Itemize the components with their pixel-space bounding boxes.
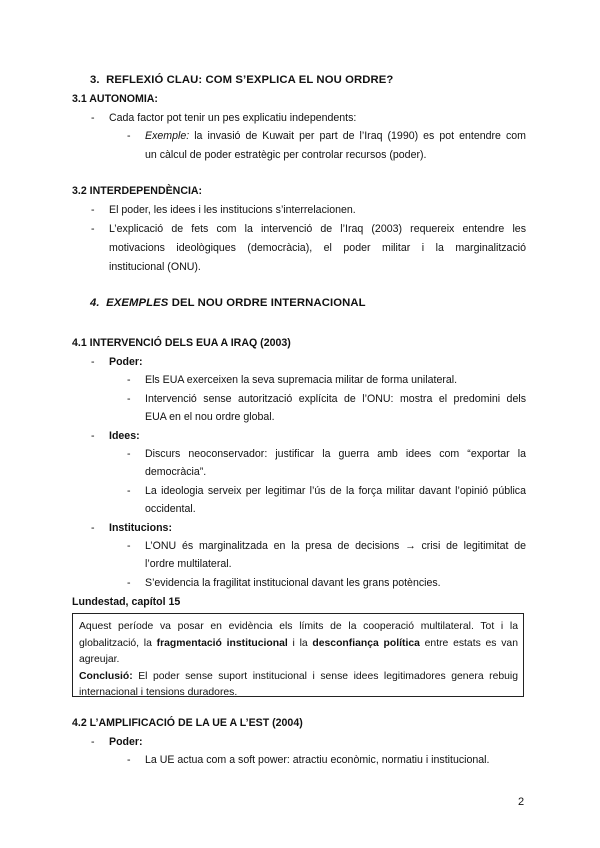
conclusion-label: Conclusió: <box>79 670 133 682</box>
box-emphasis: desconfiança política <box>312 637 420 649</box>
bullet-dash: - <box>91 204 95 216</box>
summary-box <box>72 613 524 697</box>
example-label: Exemple: <box>145 130 190 142</box>
section-4-title <box>90 295 366 313</box>
bullet-dash: - <box>91 223 95 235</box>
bullet-dash: - <box>127 485 131 497</box>
list-item-line: EUA en el nou ordre global. <box>145 411 275 423</box>
list-item-line: motivacions ideològiques (democràcia), el poder militar i la marginalització <box>109 242 526 254</box>
list-item: Cada factor pot tenir un pes explicatiu independents: <box>109 112 357 124</box>
box-line: internacional i tensions duradores. <box>79 687 238 698</box>
bullet-dash: - <box>127 448 131 460</box>
example-text: la invasió de Kuwait per part de l’Iraq (1990) es pot entendre com <box>194 130 526 142</box>
box-line: agreujar. <box>79 654 120 665</box>
list-item-line: institucional (ONU). <box>109 261 201 273</box>
section-3-title <box>90 72 393 90</box>
box-line <box>79 636 518 653</box>
bullet-dash: - <box>127 393 131 405</box>
bullet-dash: - <box>91 522 95 534</box>
bullet-dash: - <box>127 374 131 386</box>
section-number: 3. <box>90 74 100 86</box>
example-line: un càlcul de poder estratègic per controlar recursos (poder). <box>145 149 427 161</box>
list-item-line: democràcia”. <box>145 466 207 478</box>
source-heading: Lundestad, capítol 15 <box>72 596 181 608</box>
list-item: Els EUA exerceixen la seva supremacia militar de forma unilateral. <box>145 374 458 386</box>
box-line: Aquest període va posar en evidència els límits de la cooperació multilateral. Tot i la <box>79 621 518 632</box>
list-item-line: L’explicació de fets com la intervenció de l’Iraq (2003) requereix entendre les <box>109 223 526 235</box>
box-line <box>79 669 518 686</box>
box-text: entre estats es van <box>424 637 518 649</box>
category-label-poder: Poder: <box>109 356 143 368</box>
subsection-heading-interdependencia: 3.2 INTERDEPENDÈNCIA: <box>72 185 203 197</box>
bullet-dash: - <box>91 112 95 124</box>
category-label-poder: Poder: <box>109 736 143 748</box>
section-title-text: REFLEXIÓ CLAU: COM S’EXPLICA EL NOU ORDRE? <box>106 74 394 86</box>
box-emphasis: fragmentació institucional <box>156 637 288 649</box>
list-item-line: L’ONU és marginalitzada en la presa de decisions → crisi de legitimitat de <box>145 540 526 552</box>
list-item-line: occidental. <box>145 503 196 515</box>
example-line <box>145 128 526 146</box>
bullet-dash: - <box>91 356 95 368</box>
section-title-text: DEL NOU ORDRE INTERNACIONAL <box>171 297 366 309</box>
page-number: 2 <box>518 796 525 808</box>
section-number: 4. <box>90 297 100 309</box>
list-item-line: Discurs neoconservador: justificar la guerra amb idees com “exportar la <box>145 448 526 460</box>
category-label-institucions: Institucions: <box>109 522 172 534</box>
list-item: S’evidencia la fragilitat institucional davant les grans potències. <box>145 577 441 589</box>
subsection-heading-iraq: 4.1 INTERVENCIÓ DELS EUA A IRAQ (2003) <box>72 337 291 349</box>
list-item: La UE actua com a soft power: atractiu econòmic, normatiu i institucional. <box>145 754 490 766</box>
section-title-italic: EXEMPLES <box>106 297 169 309</box>
bullet-dash: - <box>127 754 131 766</box>
category-label-idees: Idees: <box>109 430 140 442</box>
bullet-dash: - <box>91 430 95 442</box>
bullet-dash: - <box>127 130 131 142</box>
box-text: El poder sense suport institucional i sense idees legitimadores genera rebuig <box>138 670 519 682</box>
bullet-dash: - <box>91 736 95 748</box>
subsection-heading-ue: 4.2 L’AMPLIFICACIÓ DE LA UE A L’EST (2004) <box>72 717 303 729</box>
bullet-dash: - <box>127 540 131 552</box>
subsection-heading-autonomia: 3.1 AUTONOMIA: <box>72 93 158 105</box>
list-item-line: La ideologia serveix per legitimar l’ús de la força militar davant l’opinió pública <box>145 485 526 497</box>
list-item: El poder, les idees i les institucions s’interrelacionen. <box>109 204 356 216</box>
list-item-line: l’ordre multilateral. <box>145 558 232 570</box>
list-item-line: Intervenció sense autorització explícita de l’ONU: mostra el predomini dels <box>145 393 526 405</box>
box-text: i la <box>292 637 308 649</box>
bullet-dash: - <box>127 577 131 589</box>
box-text: globalització, la <box>79 637 152 649</box>
